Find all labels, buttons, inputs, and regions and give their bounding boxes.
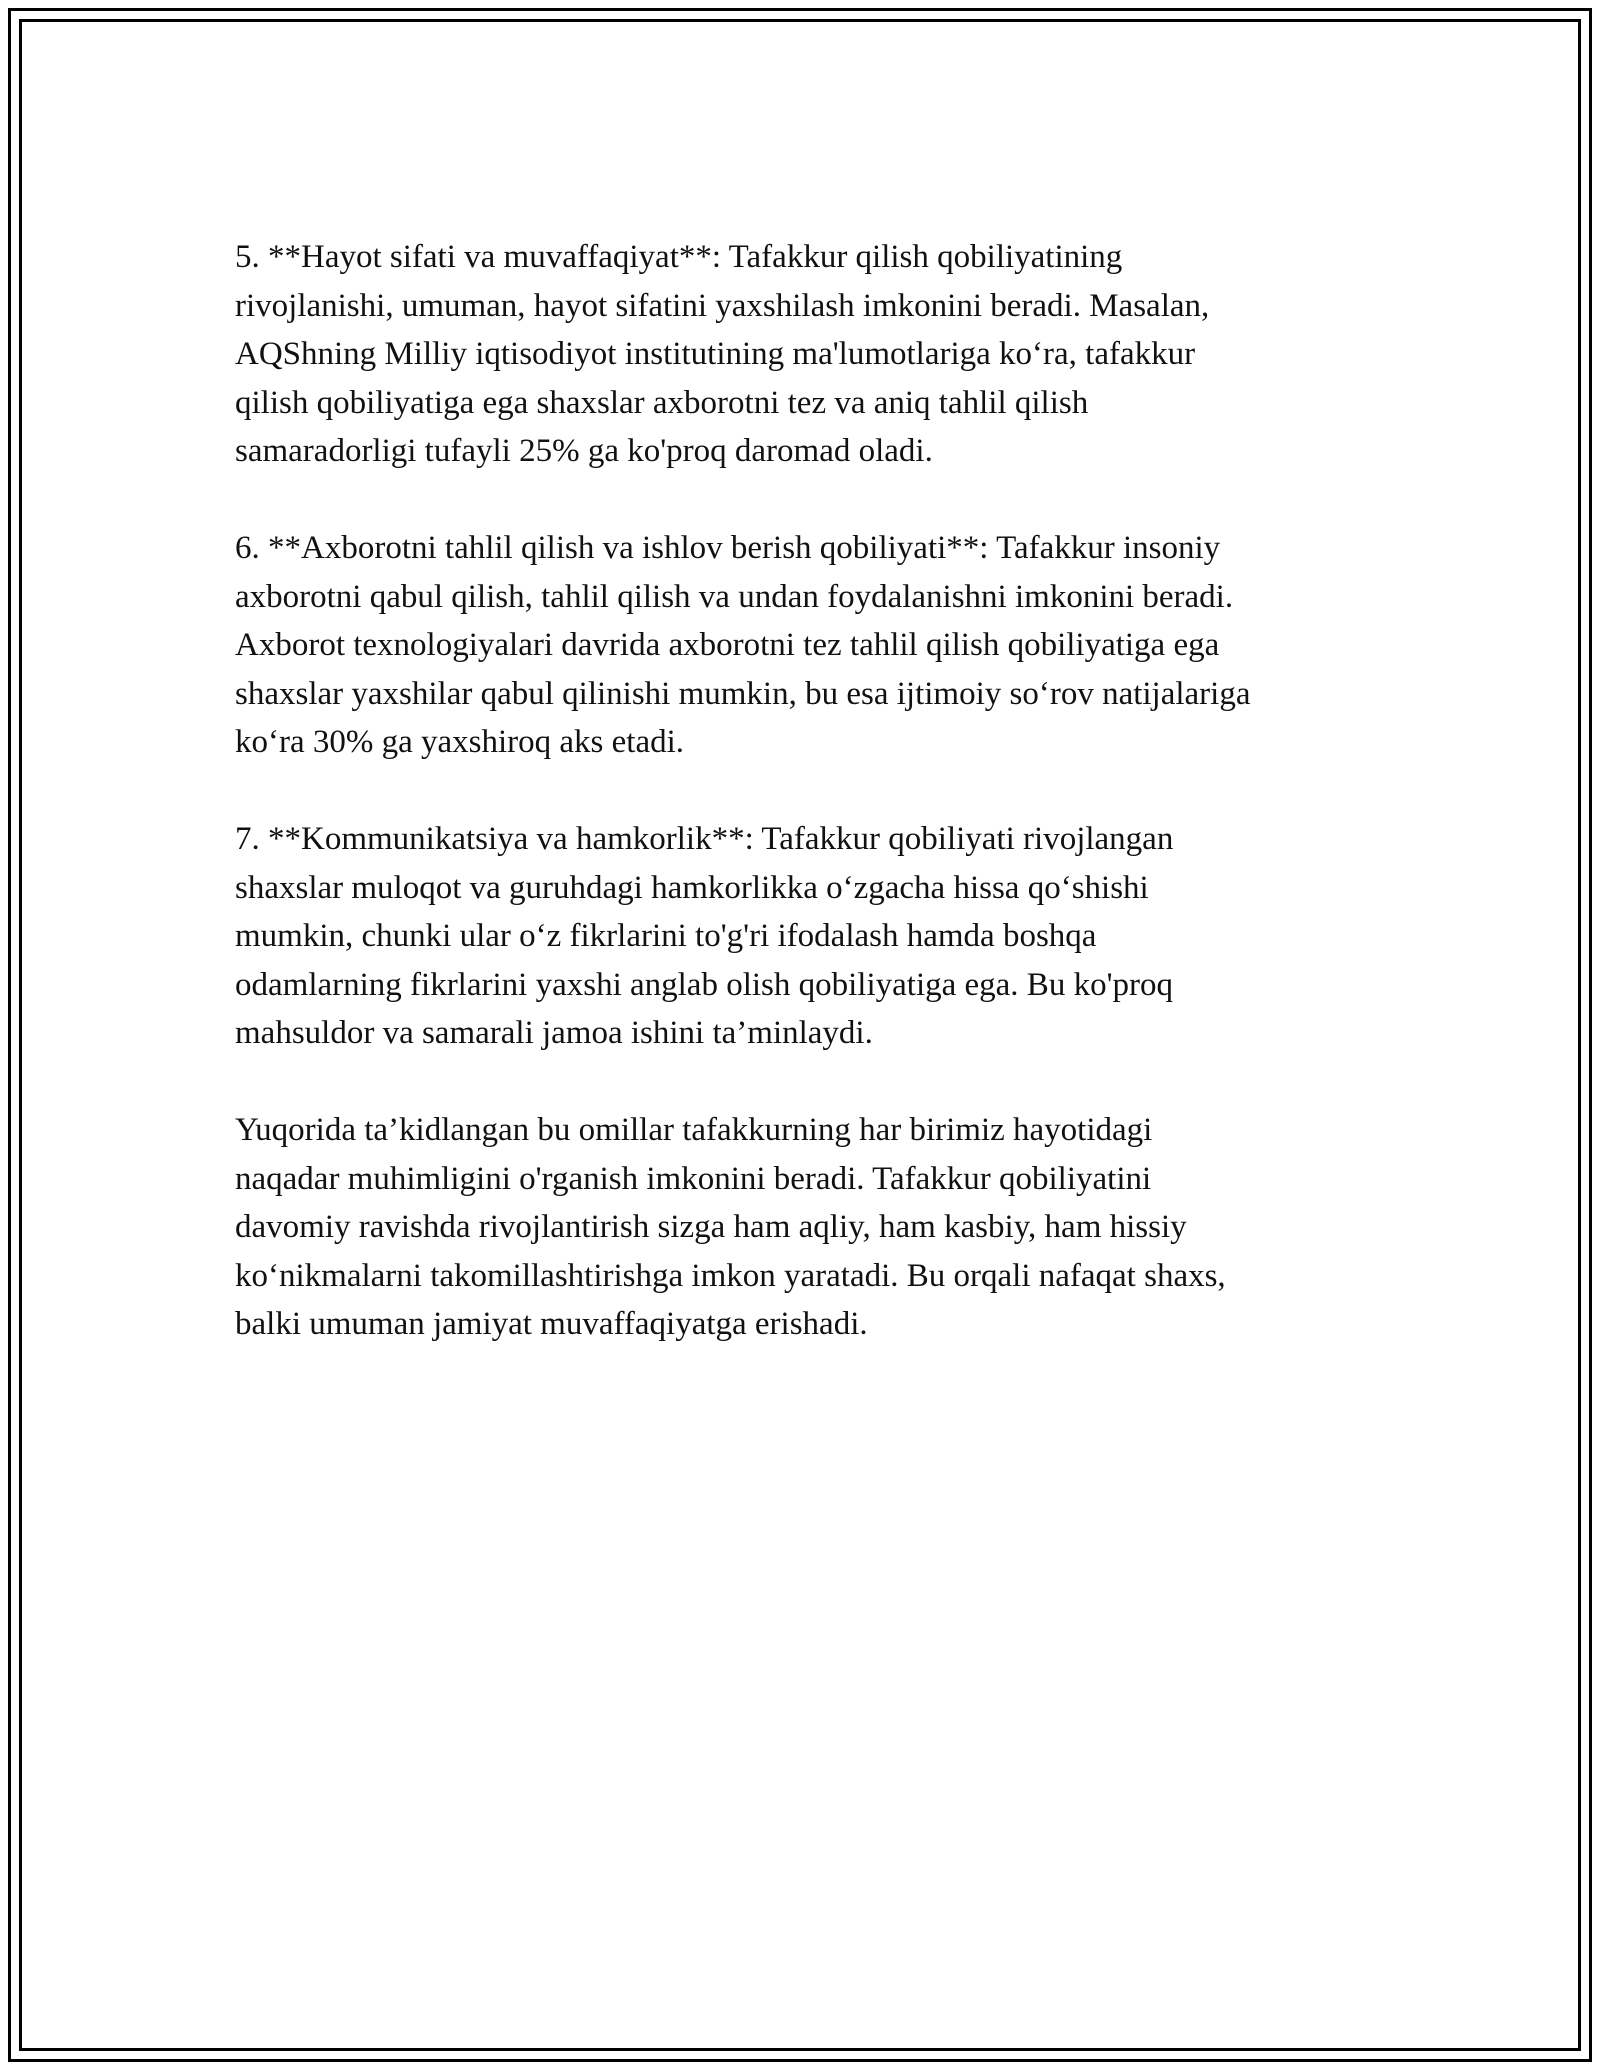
document-body	[235, 233, 1375, 1349]
paragraph-conclusion: Yuqorida ta’kidlangan bu omillar tafakkurning har birimiz hayotidagi naqadar muhimligini o'rganish imkonini beradi. Tafakkur qobiliyatini davomiy ravishda rivojlantirish sizga ham aqliy, ham kasbiy, ham hissiy ko‘nikmalarni takomillashtirishga imkon yaratadi. Bu orqali nafaqat shaxs, balki umuman jamiyat muvaffaqiyatga erishadi.	[235, 1112, 1226, 1342]
paragraph-5: 5. **Hayot sifati va muvaffaqiyat**: Tafakkur qilish qobiliyatining rivojlanishi, umuman, hayot sifatini yaxshilash imkonini beradi. Masalan, AQShning Milliy iqtisodiyot institutining ma'lumotlariga ko‘ra, tafakkur qilish qobiliyatiga ega shaxslar axborotni tez va aniq tahlil qilish samaradorligi tufayli 25% ga ko'proq daromad oladi.	[235, 239, 1210, 469]
paragraph-7: 7. **Kommunikatsiya va hamkorlik**: Tafakkur qobiliyati rivojlangan shaxslar muloqot va guruhdagi hamkorlikka o‘zgacha hissa qo‘shishi mumkin, chunki ular o‘z fikrlarini to'g'ri ifodalash hamda boshqa odamlarning fikrlarini yaxshi anglab olish qobiliyatiga ega. Bu ko'proq mahsuldor va samarali jamoa ishini ta’minlaydi.	[235, 821, 1174, 1051]
paragraph-6: 6. **Axborotni tahlil qilish va ishlov berish qobiliyati**: Tafakkur insoniy axborotni qabul qilish, tahlil qilish va undan foydalanishni imkonini beradi. Axborot texnologiyalari davrida axborotni tez tahlil qilish qobiliyatiga ega shaxslar yaxshilar qabul qilinishi mumkin, bu esa ijtimoiy so‘rov natijalariga ko‘ra 30% ga yaxshiroq aks etadi.	[235, 530, 1251, 760]
